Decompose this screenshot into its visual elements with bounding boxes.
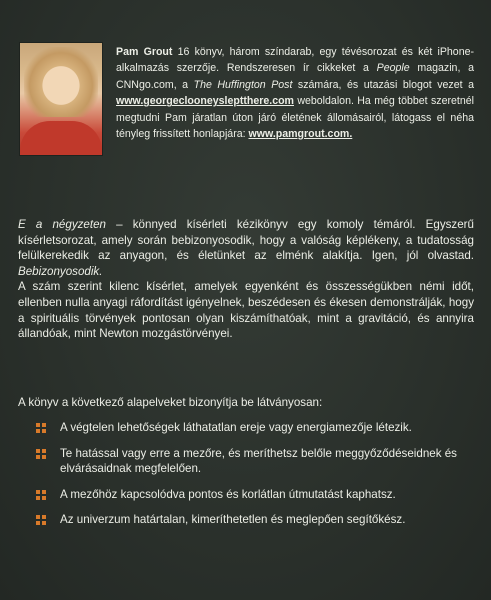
principles-intro: A könyv a következő alapelveket bizonyítja be látványosan:: [18, 396, 323, 409]
author-face: [24, 47, 98, 117]
description-text-1: – könnyed kísérleti kézikönyv egy komoly témáról. Egyszerű kísérletsorozat, amely során bebizonyosodik, hogy a valóság képlékeny, a tudatosság felülkerekedik az anyagon, és életünket az elménk alakítja. Igen, jól olvastad.: [18, 218, 474, 263]
bio-text-2: magazin, a CNNgo.com, a: [116, 62, 474, 91]
bio-text-1: 16 könyv, három színdarab, egy tévésorozat és két iPhone-alkalmazás szerzője. Rendszeresen ír cikkeket a: [116, 46, 475, 75]
author-bio: [116, 44, 474, 142]
blog-link[interactable]: www.georgeclooneysleptthere.com: [116, 95, 294, 108]
homepage-link[interactable]: www.pamgrout.com.: [248, 128, 353, 141]
description-paragraph-2: A szám szerint kilenc kísérlet, amelyek egyenként és összességükben némi időt, ellenben nulla anyagi ráfordítást igényelnek, beszédesen és ékesen demonstrálják, hogy a spirituális törvények pontosan olyan kiszámíthatóak, mint a gravitáció, és annyira állandóak, mint Newton mozgástörvényei.: [18, 280, 474, 341]
bio-text-3: számára, és utazási blogot vezet a: [292, 78, 474, 91]
list-item: [36, 420, 466, 436]
orange-four-squares-icon: [36, 449, 46, 459]
book-title: E a négyzeten: [18, 218, 106, 231]
list-item: [36, 512, 466, 528]
list-item: [36, 446, 466, 477]
orange-four-squares-icon: [36, 515, 46, 525]
bio-text-4: weboldalon. Ha még többet szeretnél megtudni Pam járatlan úton járó életének állomásairól, látogass el néha tényleg frissített honlapjára:: [116, 95, 474, 141]
description-emphasis: Bebizonyosodik.: [18, 264, 103, 278]
book-description: [18, 217, 474, 342]
principles-list: [36, 420, 466, 528]
list-item-text: Az univerzum határtalan, kimeríthetetlen és meglepően segítőkész.: [60, 513, 406, 527]
author-shirt: [20, 121, 102, 155]
author-photo: [19, 42, 103, 156]
description-paragraph-1: [18, 217, 474, 279]
list-item: [36, 487, 466, 503]
bio-huffpost: The Huffington Post: [193, 78, 293, 91]
orange-four-squares-icon: [36, 423, 46, 433]
list-item-text: A mezőhöz kapcsolódva pontos és korlátlan útmutatást kaphatsz.: [60, 487, 396, 501]
author-name: Pam Grout: [116, 46, 173, 58]
list-item-text: A végtelen lehetőségek láthatatlan ereje vagy energiamezője létezik.: [60, 421, 412, 434]
orange-four-squares-icon: [36, 490, 46, 500]
bio-people-magazine: People: [376, 62, 410, 75]
list-item-text: Te hatással vagy erre a mezőre, és meríthetsz belőle meggyőződéseidnek és elvárásaidnak megfelelően.: [60, 446, 457, 476]
